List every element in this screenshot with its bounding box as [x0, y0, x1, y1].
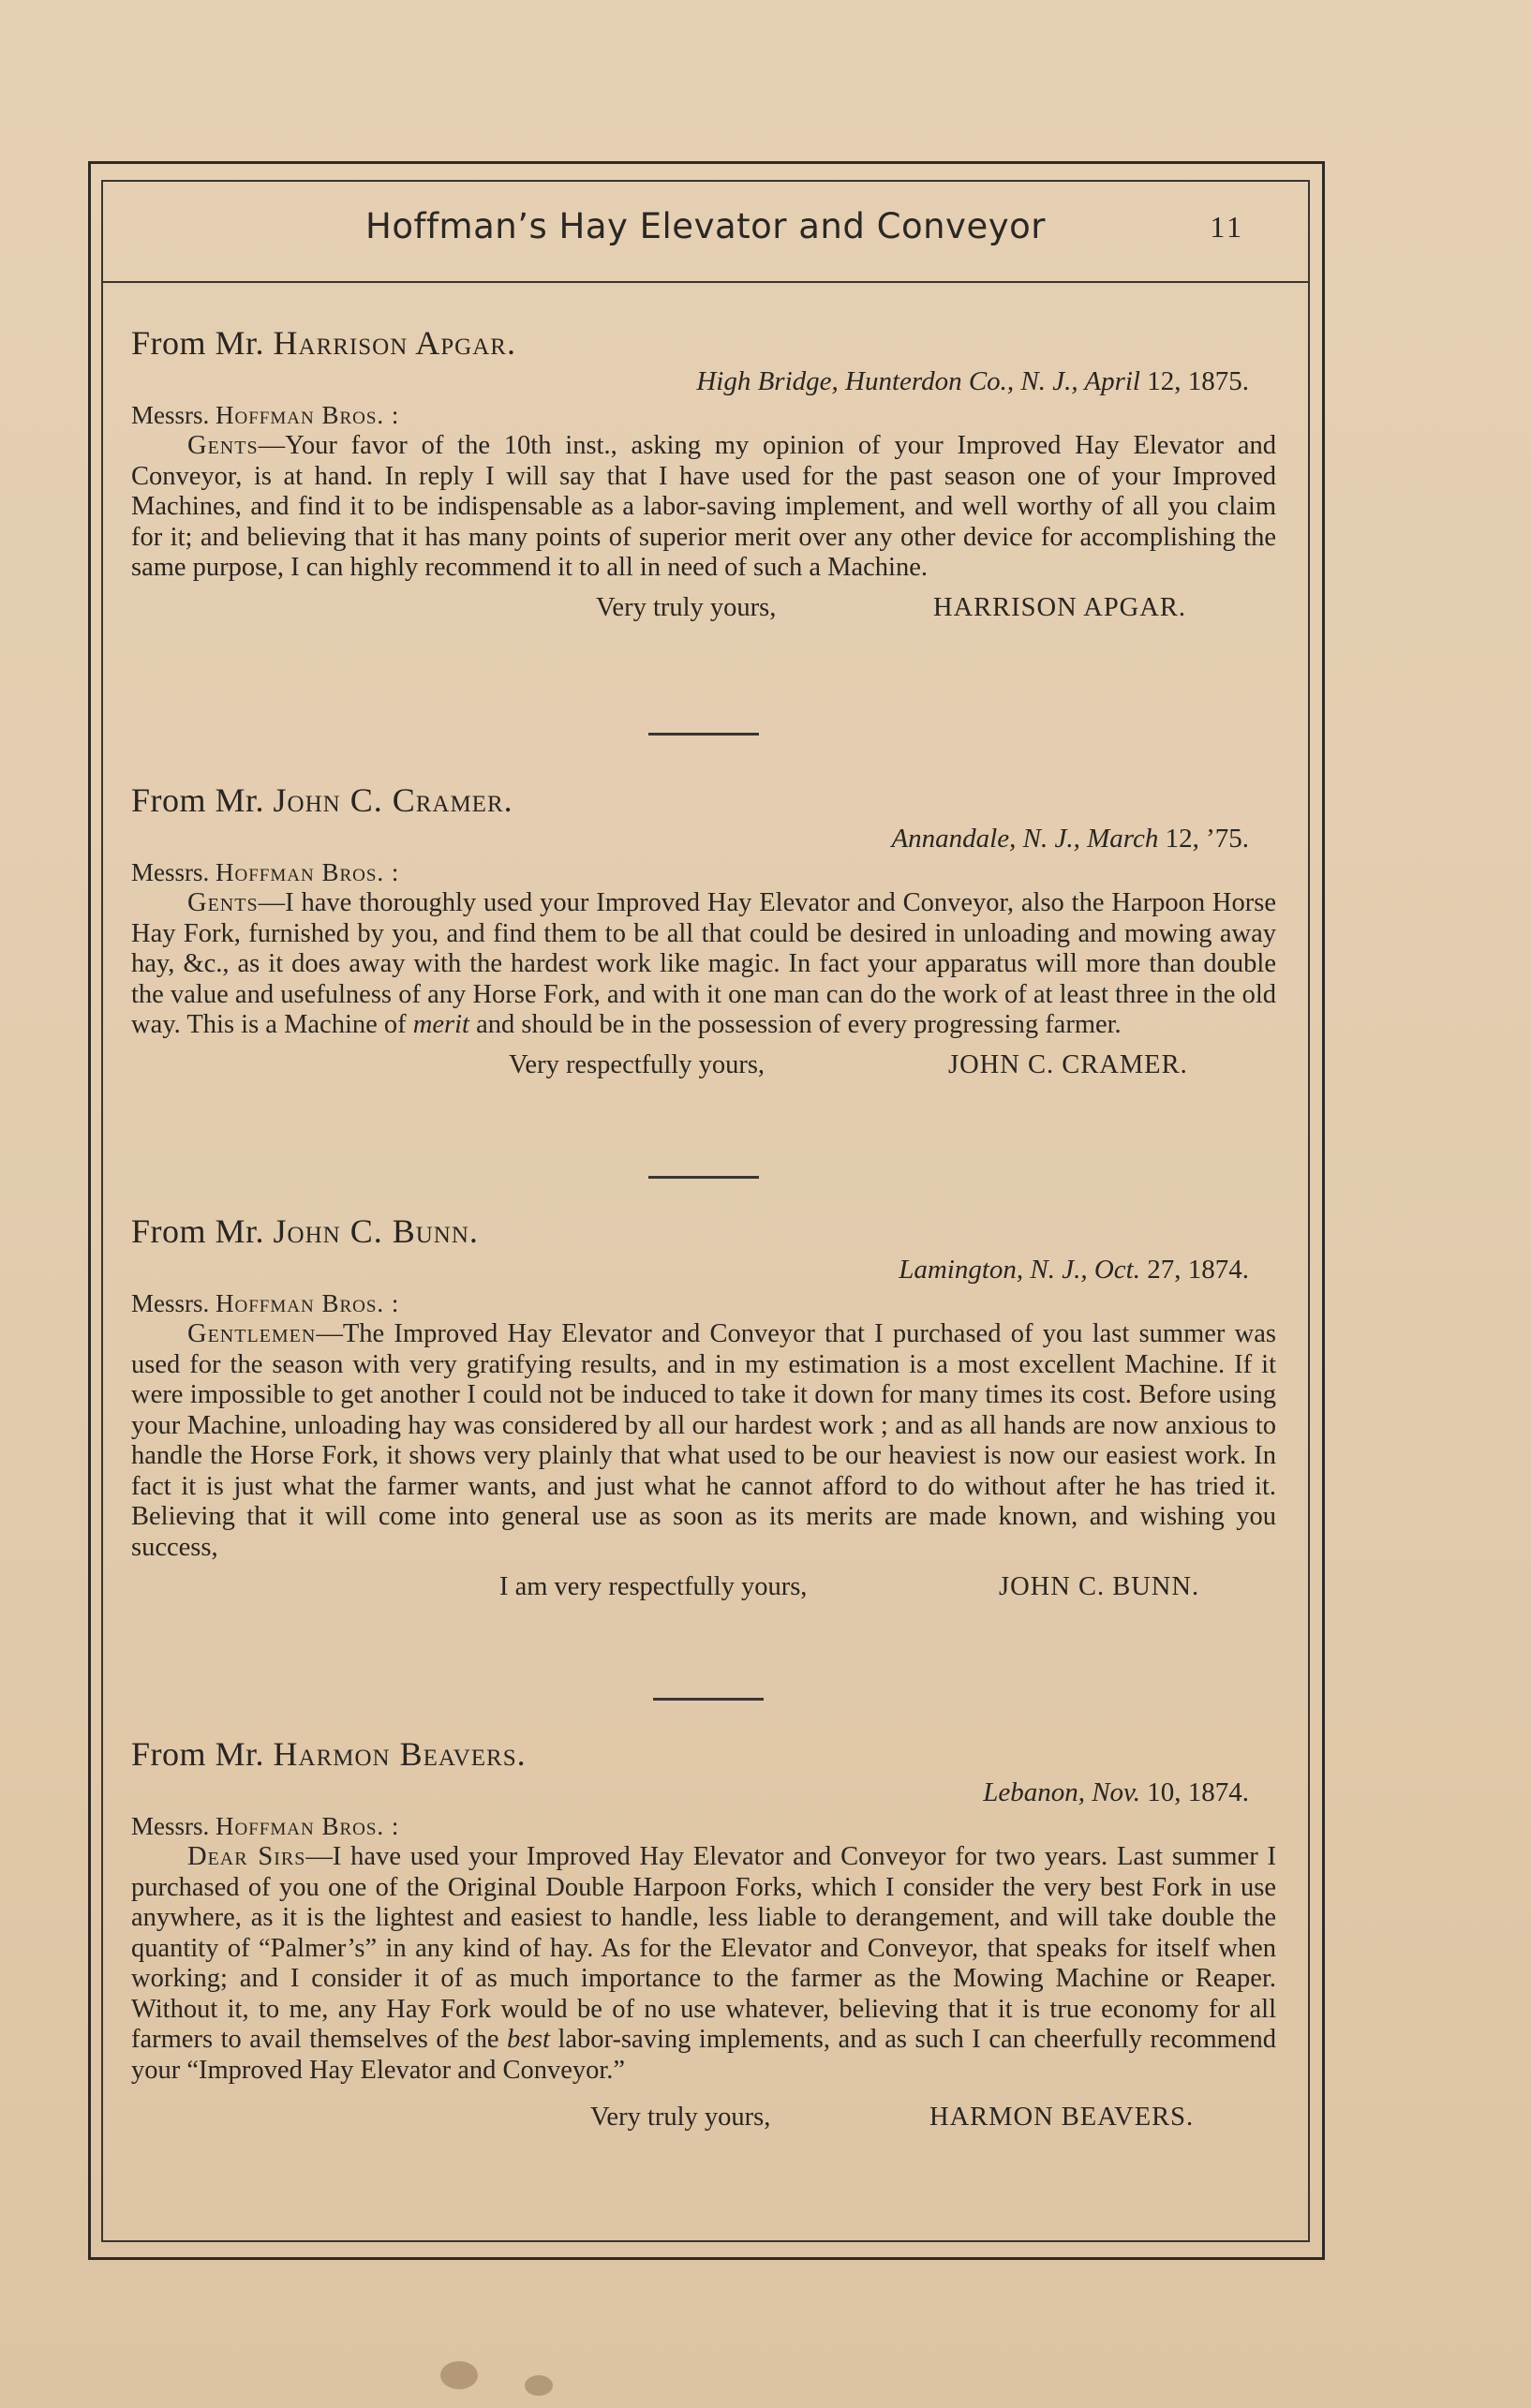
from-prefix: From Mr.	[131, 1212, 265, 1250]
letter-body	[131, 431, 1276, 584]
letter-valediction: I am very respectfully yours,	[499, 1572, 808, 1601]
letter-body-text: —I have thoroughly used your Improved Hay Elevator and Conveyor, also the Harpoon Horse Hay Fork, furnished by you, and find them to be all that could be desired in unloading and mowing away hay, &c., as it does away with the hardest work like magic. In fact your apparatus will more than double the value and usefulness of any Horse Fork, and with it one man can do the work of at least three in the old way. This is a Machine of	[131, 888, 1276, 1039]
page-number: 11	[1210, 210, 1244, 244]
letter-valediction: Very respectfully yours,	[509, 1049, 766, 1079]
letter-place-date	[131, 1252, 1279, 1287]
salutation-prefix: Messrs.	[131, 1812, 210, 1840]
from-name: John C. Bunn.	[273, 1212, 479, 1250]
letter-signer: HARMON BEAVERS.	[929, 2103, 1195, 2132]
header-rule	[101, 281, 1310, 283]
salutation-name: Hoffman Bros. :	[216, 858, 400, 886]
letter-date: 12, 1875.	[1140, 366, 1249, 396]
letter-signer: JOHN C. BUNN.	[999, 1572, 1200, 1601]
letter-body-text: —The Improved Hay Elevator and Conveyor that I purchased of you last summer was used for the season with very gratifying results, and in my estimation is a most excellent Machine. If it were impossible to get another I could not be induced to take it down for many times its cost. Before using your Machine, unloading hay was considered by all our hardest work ; and as all hands are now anxious to handle the Horse Fork, it shows very plainly that what used to be our heaviest is now our easiest work. In fact it is just what the farmer wants, and just what he cannot afford to do without after he has tried it. Believing that it will come into general use as soon as its merits are made known, and wishing you success,	[131, 1319, 1276, 1562]
letter-from	[131, 1733, 1279, 1775]
paper-stain	[525, 2375, 553, 2396]
letter-body-text: —Your favor of the 10th inst., asking my opinion of your Improved Hay Elevator and Conveyor, is at hand. In reply I will say that I have used for the past season one of your Improved Machines, and find it to be indispensable as a labor-saving implement, and well worthy of all you claim for it; and believing that it has many points of superior merit over any other device for accomplishing the same purpose, I can highly recommend it to all in need of such a Machine.	[131, 431, 1276, 582]
letter-closing	[131, 1568, 1279, 1606]
letter-body-emphasis: best	[507, 2025, 550, 2054]
section-divider	[648, 1176, 759, 1179]
section-divider	[648, 733, 759, 736]
letter-bunn	[131, 1211, 1279, 1606]
from-name: Harrison Apgar.	[273, 324, 516, 362]
running-head	[101, 206, 1310, 262]
letter-date: 27, 1874.	[1140, 1255, 1249, 1285]
letter-place: High Bridge, Hunterdon Co., N. J., April	[696, 366, 1140, 396]
from-prefix: From Mr.	[131, 781, 265, 819]
salutation-prefix: Messrs.	[131, 858, 210, 886]
letter-salutation	[131, 856, 1279, 888]
letter-date: 12, ’75.	[1158, 824, 1249, 854]
salutation-name: Hoffman Bros. :	[216, 401, 400, 429]
salutation-prefix: Messrs.	[131, 1289, 210, 1317]
letter-place: Annandale, N. J., March	[891, 824, 1159, 854]
from-name: John C. Cramer.	[273, 781, 513, 819]
letter-from	[131, 780, 1279, 821]
letter-closing	[131, 1047, 1279, 1084]
letter-closing	[131, 2099, 1279, 2136]
letter-date: 10, 1874.	[1140, 1777, 1249, 1807]
letter-from	[131, 322, 1279, 364]
salutation-name: Hoffman Bros. :	[216, 1289, 400, 1317]
letter-greeting: Dear Sirs	[187, 1842, 306, 1871]
letter-beavers	[131, 1733, 1279, 2136]
letter-body	[131, 1319, 1276, 1563]
letter-place-date	[131, 364, 1279, 399]
from-prefix: From Mr.	[131, 1735, 265, 1773]
letter-valediction: Very truly yours,	[596, 592, 777, 622]
paper-stain	[440, 2361, 478, 2389]
salutation-name: Hoffman Bros. :	[216, 1812, 400, 1840]
letter-body-text-end: and should be in the possession of every progressing farmer.	[468, 1010, 1122, 1039]
letter-place-date	[131, 1775, 1279, 1810]
letter-greeting: Gents	[187, 431, 259, 460]
letter-signer: JOHN C. CRAMER.	[948, 1049, 1188, 1079]
letter-body-emphasis: merit	[412, 1010, 469, 1039]
letter-place-date	[131, 821, 1279, 856]
letter-salutation	[131, 1287, 1279, 1319]
letter-body-text: —I have used your Improved Hay Elevator and Conveyor for two years. Last summer I purchased of you one of the Original Double Harpoon Forks, which I consider the very best Fork in use anywhere, as it is the lightest and easiest to handle, less liable to derangement, and will take double the quantity of “Palmer’s” in any kind of hay. As for the Elevator and Conveyor, that speaks for itself when working; and I consider it of as much importance to the farmer as the Mowing Machine or Reaper. Without it, to me, any Hay Fork would be of no use whatever, believing that it is true economy for all farmers to avail themselves of the	[131, 1842, 1276, 2054]
letter-place: Lamington, N. J., Oct.	[899, 1255, 1140, 1285]
from-prefix: From Mr.	[131, 324, 265, 362]
letter-salutation	[131, 399, 1279, 431]
letter-apgar	[131, 322, 1279, 627]
letter-signer: HARRISON APGAR.	[933, 592, 1186, 622]
letter-place: Lebanon, Nov.	[983, 1777, 1140, 1807]
letter-body	[131, 1842, 1276, 2086]
letter-body-text-end: labor-saving implements, and as such I can cheerfully recommend your “Improved Hay Elevator and Conveyor.”	[131, 2025, 1276, 2085]
letter-greeting: Gents	[187, 888, 259, 917]
letter-salutation	[131, 1810, 1279, 1842]
letter-body	[131, 888, 1276, 1041]
letter-greeting: Gentlemen	[187, 1319, 317, 1348]
section-divider	[653, 1698, 764, 1701]
letter-cramer	[131, 780, 1279, 1084]
salutation-prefix: Messrs.	[131, 401, 210, 429]
letter-from	[131, 1211, 1279, 1252]
running-title: Hoffman’s Hay Elevator and Conveyor	[365, 206, 1046, 246]
letter-valediction: Very truly yours,	[590, 2103, 771, 2132]
letter-closing	[131, 589, 1279, 627]
from-name: Harmon Beavers.	[273, 1735, 527, 1773]
